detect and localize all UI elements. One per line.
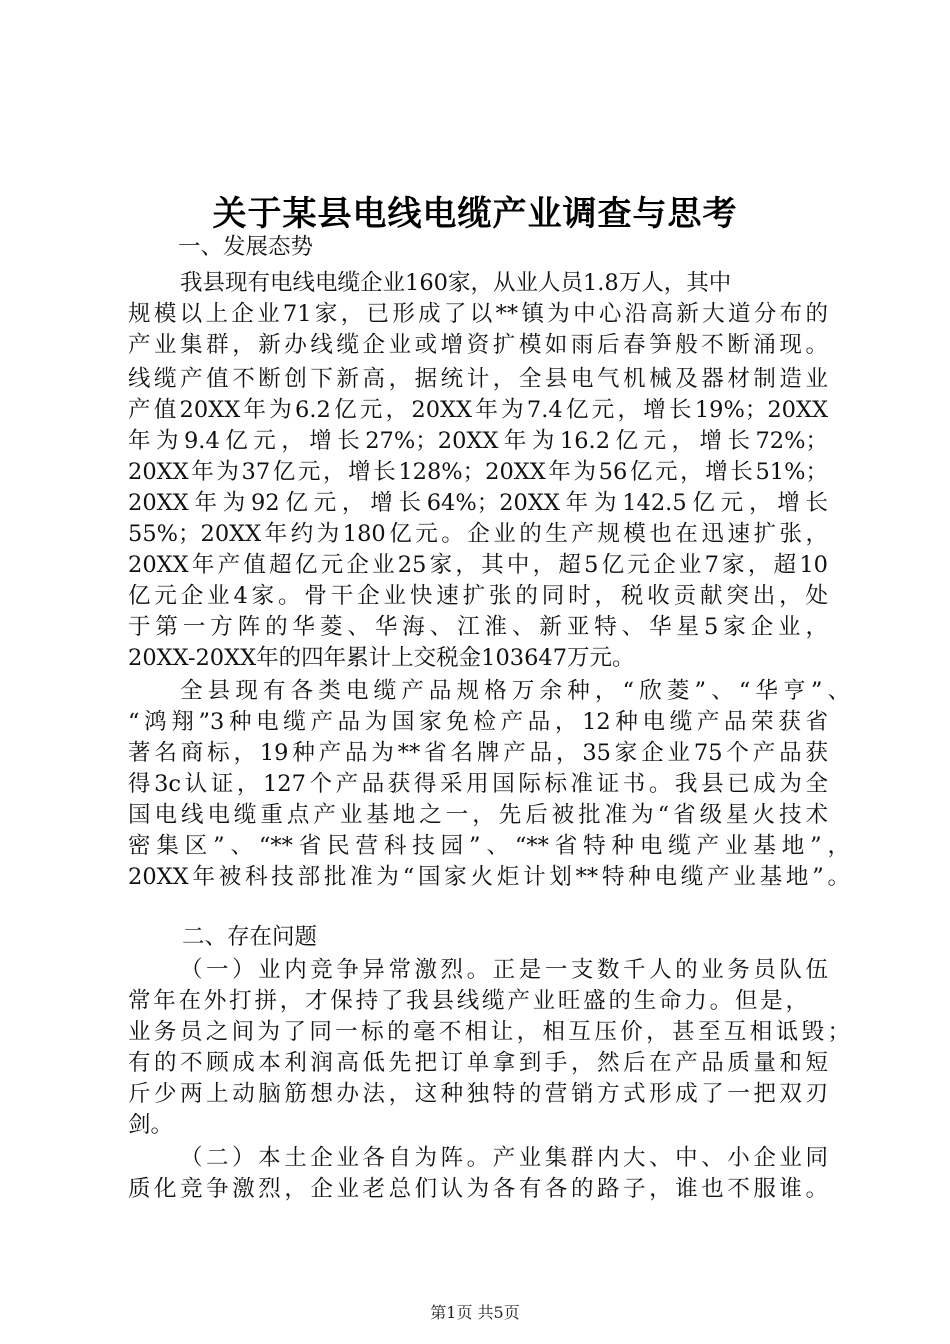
paragraph-line: （二）本土企业各自为阵。产业集群内大、中、小企业同 (180, 1145, 828, 1171)
paragraph-line: “鸿翔”3种电缆产品为国家免检产品，12种电缆产品荣获省 (128, 709, 828, 735)
paragraph-line: 我县现有电线电缆企业160家，从业人员1.8万人，其中 (180, 270, 732, 296)
paragraph-line: 产业集群，新办线缆企业或增资扩模如雨后春笋般不断涌现。 (128, 332, 828, 358)
paragraph-line: 亿元企业4家。骨干企业快速扩张的同时，税收贡献突出，处 (128, 583, 828, 609)
paragraph-line: 年为9.4亿元，增长27%；20XX年为16.2亿元，增长72%； (128, 428, 828, 454)
paragraph-line: 20XX年为37亿元，增长128%；20XX年为56亿元，增长51%； (128, 459, 828, 485)
paragraph-line: 质化竞争激烈，企业老总们认为各有各的路子，谁也不服谁。 (128, 1176, 828, 1202)
paragraph-line: 于第一方阵的华菱、华海、江淮、新亚特、华星5家企业， (128, 614, 828, 640)
paragraph-line: 55%；20XX年约为180亿元。企业的生产规模也在迅速扩张， (128, 521, 828, 547)
paragraph-line: 剑。 (128, 1112, 174, 1138)
paragraph-line: 密集区”、“**省民营科技园”、“**省特种电缆产业基地”， (128, 833, 850, 859)
paragraph-line: 产值20XX年为6.2亿元，20XX年为7.4亿元，增长19%；20XX (128, 397, 828, 423)
paragraph-line: 20XX年被科技部批准为“国家火炬计划**特种电缆产业基地”。 (128, 864, 850, 890)
paragraph-line: 规模以上企业71家，已形成了以**镇为中心沿高新大道分布的 (128, 301, 828, 327)
paragraph-line: 斤少两上动脑筋想办法，这种独特的营销方式形成了一把双刃 (128, 1081, 828, 1107)
section-heading: 一、发展态势 (178, 234, 314, 260)
paragraph-line: 国电线电缆重点产业基地之一，先后被批准为“省级星火技术 (128, 802, 828, 828)
paragraph-line: 得3c认证，127个产品获得采用国际标准证书。我县已成为全 (128, 771, 828, 797)
paragraph-line: 业务员之间为了同一标的毫不相让，相互压价，甚至互相诋毁； (128, 1019, 850, 1045)
paragraph-line: 全县现有各类电缆产品规格万余种，“欣菱”、“华亨”、 (180, 678, 850, 704)
page-number: 第1页 共5页 (430, 1303, 520, 1322)
paragraph-line: 有的不顾成本利润高低先把订单拿到手，然后在产品质量和短 (128, 1050, 828, 1076)
document-title: 关于某县电线电缆产业调查与思考 (212, 194, 738, 234)
paragraph-line: 20XX年产值超亿元企业25家，其中，超5亿元企业7家，超10 (128, 552, 828, 578)
paragraph-line: 20XX年为92亿元，增长64%；20XX年为142.5亿元，增长 (128, 490, 828, 516)
paragraph-line: 常年在外打拼，才保持了我县线缆产业旺盛的生命力。但是， (128, 988, 808, 1014)
paragraph-line: （一）业内竞争异常激烈。正是一支数千人的业务员队伍 (180, 957, 828, 983)
paragraph-line: 著名商标，19种产品为**省名牌产品，35家企业75个产品获 (128, 740, 828, 766)
paragraph-line: 20XX-20XX年的四年累计上交税金103647万元。 (128, 645, 635, 671)
paragraph-line: 线缆产值不断创下新高，据统计，全县电气机械及器材制造业 (128, 366, 828, 392)
section-heading: 二、存在问题 (182, 924, 318, 950)
